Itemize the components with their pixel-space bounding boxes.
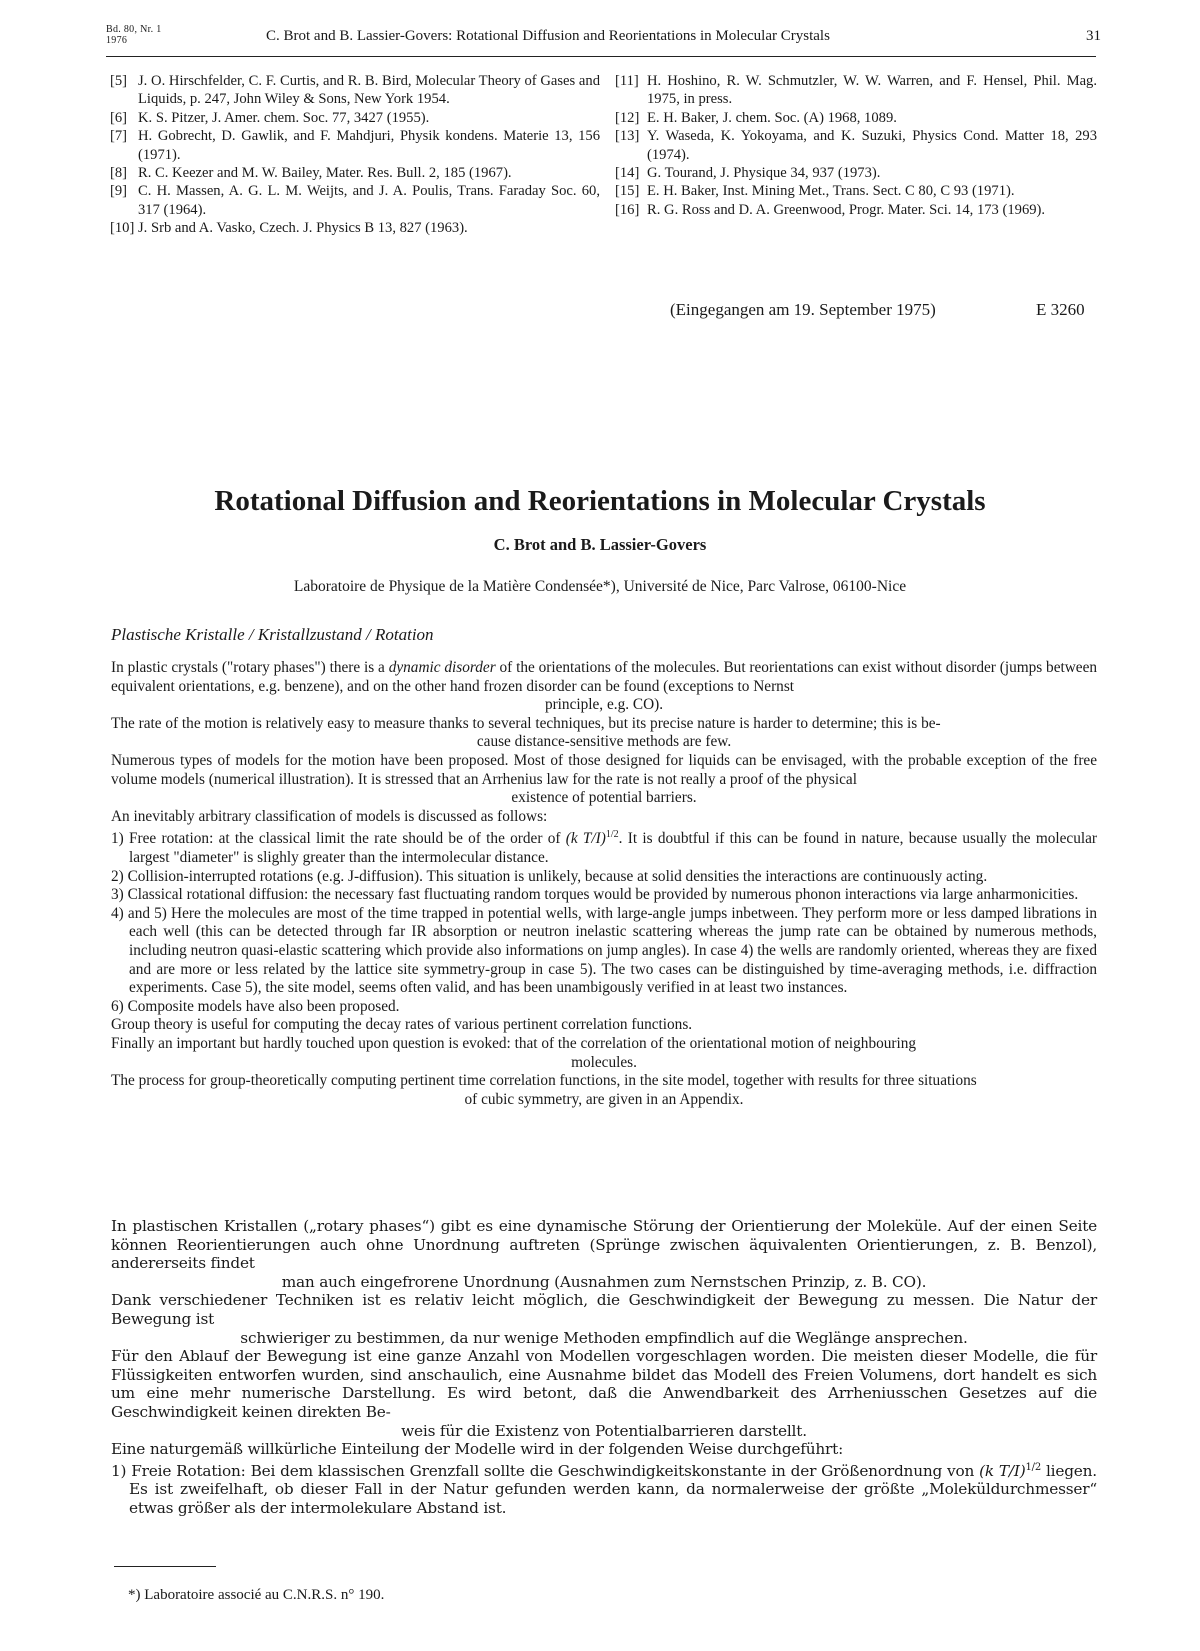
header-rule bbox=[106, 56, 1096, 57]
reference-item: [12] E. H. Baker, J. chem. Soc. (A) 1968, 1089. bbox=[615, 109, 897, 126]
running-title: C. Brot and B. Lassier-Govers: Rotational Diffusion and Reorientations in Molecular Crystals bbox=[266, 28, 830, 44]
reference-item: [10] J. Srb and A. Vasko, Czech. J. Physics B 13, 827 (1963). bbox=[110, 220, 468, 237]
reference-item: [13] Y. Waseda, K. Yokoyama, and K. Suzuki, Physics Cond. Matter 18, 293 (1974). bbox=[615, 128, 1097, 163]
reference-list-left bbox=[110, 72, 600, 238]
abstract-paragraph: Für den Ablauf der Bewegung ist eine ganze Anzahl von Modellen vorgeschlagen worden. Die meisten dieser Modelle, die für Flüssigkeiten entworfen wurden, sind anschaulich, eine Ausnahme bildet das Modell des Freien Volumens, dort handelt es sich um eine mehr numerische Darstellung. Es wird betont, daß die Anwendbarkeit des Arrheniusschen Gesetzes auf die Geschwindigkeit keinen direkten Be- bbox=[111, 1347, 1097, 1421]
abstract-paragraph: Finally an important but hardly touched upon question is evoked: that of the correlation of the orientational motion of neighbouring bbox=[111, 1034, 917, 1052]
abstract-english: In plastic crystals ("rotary phases") there is a dynamic disorder of the orientations of the molecules. But reorientations can exist without disorder (jumps between equivalent orientations, e.g. benzene), and on the other hand frozen disorder can be found (exceptions to Nernst principle, e.g. CO). The rate of the motion is relatively easy to measure thanks to several techniques, but its precise nature is harder to determine; this is be- cause distance-sensitive methods are few. Numerous types of models for the motion have been proposed. Most of those designed for liquids can be envisaged, with the probable exception of the free volume models (numerical illustration). It is stressed that an Arrhenius law for the rate is not really a proof of the physical existence of potential barriers. An inevitably arbitrary classification of models is discussed as follows: 1) Free rotation: at the classical limit the rate should be of the order of (k T/I)$^{1/2}$. It is doubtful if this can be found in nature, because usually the molecular largest "diameter" is slighly greater than the intermolecular distance. 2) Collision-interrupted rotations (e.g. J-diffusion). This situation is unlikely, because at solid densities the interactions are continuously acting. 3) Classical rotational diffusion: the necessary fast fluctuating random torques would be provided by numerous phonon interactions via large anharmonicities. 4) and 5) Here the molecules are most of the time trapped in potential wells, with large-angle jumps inbetween. They perform more or less damped librations in each well (this can be detected through far IR absorption or neutron inelastic scattering whereas the jump rate can be obtained by numerous methods, including neutron quasi-elastic scattering which provide also informations on jump angles). In case 4) the wells are randomly oriented, whereas they are fixed and are more or less related by the lattice site symmetry-group in case 5). The two cases can be distinguished by time-averaging methods, i.e. diffraction experiments. Case 5), the site model, seems often valid, and has been unambigously verified in at least two instances. 6) Composite models have also been proposed. Group theory is useful for computing the decay rates of various pertinent correlation functions. Finally an important but hardly touched upon question is evoked: that of the correlation of the orientational motion of neighbouring molecules. The process for group-theoretically computing pertinent time correlation functions, in the site model, together with results for three situations of cubic symmetry, are given in an Appendix. bbox=[111, 659, 1098, 1108]
abstract-paragraph: The rate of the motion is relatively easy to measure thanks to several techniques, but its precise nature is harder to determine; this is be- bbox=[111, 714, 941, 732]
footnote: *) Laboratoire associé au C.N.R.S. n° 190. bbox=[128, 1587, 385, 1603]
reference-item: [15] E. H. Baker, Inst. Mining Met., Trans. Sect. C 80, C 93 (1971). bbox=[615, 183, 1015, 200]
reference-item: [9] C. H. Massen, A. G. L. M. Weijts, and J. A. Poulis, Trans. Faraday Soc. 60, 317 (1964). bbox=[110, 183, 600, 218]
page-number: 31 bbox=[1086, 28, 1101, 44]
reference-item: [7] H. Gobrecht, D. Gawlik, and F. Mahdjuri, Physik kondens. Materie 13, 156 (1971). bbox=[110, 128, 600, 163]
abstract-paragraph: In plastischen Kristallen („rotary phases“) gibt es eine dynamische Störung der Orientierung der Moleküle. Auf der einen Seite können Reorientierungen auch ohne Unordnung auftreten (Sprünge zwischen äquivalenten Orientierungen, z. B. Benzol), andererseits findet bbox=[111, 1217, 1097, 1273]
abstract-paragraph: The process for group-theoretically computing pertinent time correlation functions, in the site model, together with results for three situations bbox=[111, 1072, 977, 1090]
reference-item: [14] G. Tourand, J. Physique 34, 937 (1973). bbox=[615, 165, 881, 182]
model-item: 2) Collision-interrupted rotations (e.g. J-diffusion). This situation is unlikely, because at solid densities the interactions are continuously acting. bbox=[111, 867, 988, 885]
reference-item: [8] R. C. Keezer and M. W. Bailey, Mater. Res. Bull. 2, 185 (1967). bbox=[110, 165, 512, 182]
model-item: 4) and 5) Here the molecules are most of the time trapped in potential wells, with large-angle jumps inbetween. They perform more or less damped librations in each well (this can be detected through far IR absorption or neutron inelastic scattering whereas the jump rate can be obtained by numerous methods, including neutron quasi-elastic scattering which provide also informations on jump angles). In case 4) the wells are randomly oriented, whereas they are fixed and are more or less related by the lattice site symmetry-group in case 5). The two cases can be distinguished by time-averaging methods, i.e. diffraction experiments. Case 5), the site model, seems often valid, and has been unambigously verified in at least two instances. bbox=[111, 904, 1097, 997]
model-item: 6) Composite models have also been proposed. bbox=[111, 997, 400, 1015]
manuscript-code: E 3260 bbox=[1036, 300, 1085, 319]
affiliation: Laboratoire de Physique de la Matière Condensée*), Université de Nice, Parc Valrose, 06100-Nice bbox=[293, 578, 907, 595]
model-item: 1) Free rotation: at the classical limit the rate should be of the order of (k T/I)$^{1/2}$. It is doubtful if this can be found in nature, because usually the molecular largest "diameter" is slighly greater than the intermolecular distance. bbox=[111, 829, 1098, 867]
article-authors: C. Brot and B. Lassier-Govers bbox=[493, 535, 707, 554]
article-title: Rotational Diffusion and Reorientations in Molecular Crystals bbox=[214, 485, 986, 517]
reference-item: [16] R. G. Ross and D. A. Greenwood, Progr. Mater. Sci. 14, 173 (1969). bbox=[615, 201, 1046, 218]
abstract-paragraph: In plastic crystals ("rotary phases") there is a dynamic disorder of the orientations of the molecules. But reorientations can exist without disorder (jumps between equivalent orientations, e.g. benzene), and on the other hand frozen disorder can be found (exceptions to Nernst bbox=[111, 659, 1098, 695]
abstract-paragraph: Group theory is useful for computing the decay rates of various pertinent correlation functions. bbox=[111, 1016, 693, 1034]
keywords: Plastische Kristalle / Kristallzustand / Rotation bbox=[111, 625, 434, 644]
reference-item: [5] J. O. Hirschfelder, C. F. Curtis, and R. B. Bird, Molecular Theory of Gases and Liquids, p. 247, John Wiley & Sons, New York 1954. bbox=[110, 73, 600, 108]
abstract-paragraph: An inevitably arbitrary classification of models is discussed as follows: bbox=[111, 807, 548, 825]
model-item: 1) Freie Rotation: Bei dem klassischen Grenzfall sollte die Geschwindigkeitskonstante in der Größenordnung von (k T/I)$^{1/2}$ liegen. Es ist zweifelhaft, ob dieser Fall in der Natur gefunden werden kann, da normalerweise der größte „Moleküldurchmesser“ etwas größer als der intermolekulare Abstand ist. bbox=[111, 1461, 1097, 1517]
abstract-german: In plastischen Kristallen („rotary phases“) gibt es eine dynamische Störung der Orientierung der Moleküle. Auf der einen Seite können Reorientierungen auch ohne Unordnung auftreten (Sprünge zwischen äquivalenten Orientierungen, z. B. Benzol), andererseits findet man auch eingefrorene Unordnung (Ausnahmen zum Nernstschen Prinzip, z. B. CO). Dank verschiedener Techniken ist es relativ leicht möglich, die Geschwindigkeit der Bewegung zu messen. Die Natur der Bewegung ist schwieriger zu bestimmen, da nur wenige Methoden empfindlich auf die Weglänge ansprechen. Für den Ablauf der Bewegung ist eine ganze Anzahl von Modellen vorgeschlagen worden. Die meisten dieser Modelle, die für Flüssigkeiten entworfen wurden, sind anschaulich, eine Ausnahme bildet das Modell des Freien Volumens, dort handelt es sich um eine mehr numerische Darstellung. Es wird betont, daß die Anwendbarkeit des Arrheniusschen Gesetzes auf die Geschwindigkeit keinen direkten Be- weis für die Existenz von Potentialbarrieren darstellt. Eine naturgemäß willkürliche Einteilung der Modelle wird in der folgenden Weise durchgeführt: 1) Freie Rotation: Bei dem klassischen Grenzfall sollte die Geschwindigkeitskonstante in der Größenordnung von (k T/I)$^{1/2}$ liegen. Es ist zweifelhaft, ob dieser Fall in der Natur gefunden werden kann, da normalerweise der größte „Moleküldurchmesser“ etwas größer als der intermolekulare Abstand ist. bbox=[111, 1217, 1097, 1517]
journal-volume bbox=[106, 24, 162, 46]
abstract-paragraph: Eine naturgemäß willkürliche Einteilung der Modelle wird in der folgenden Weise durchgeführt: bbox=[111, 1440, 844, 1459]
reference-list-right bbox=[615, 72, 1097, 219]
volume-year: 1976 bbox=[106, 35, 128, 46]
abstract-paragraph: Numerous types of models for the motion have been proposed. Most of those designed for liquids can be envisaged, with the probable exception of the free volume models (numerical illustration). It is stressed that an Arrhenius law for the rate is not really a proof of the physical bbox=[111, 751, 1097, 788]
received-date: (Eingegangen am 19. September 1975) bbox=[670, 300, 936, 319]
volume-number: Bd. 80, Nr. 1 bbox=[106, 24, 162, 35]
reference-item: [11] H. Hoshino, R. W. Schmutzler, W. W. Warren, and F. Hensel, Phil. Mag. 1975, in press. bbox=[615, 73, 1097, 108]
abstract-paragraph: Dank verschiedener Techniken ist es relativ leicht möglich, die Geschwindigkeit der Bewegung zu messen. Die Natur der Bewegung ist bbox=[111, 1291, 1097, 1328]
reference-item: [6] K. S. Pitzer, J. Amer. chem. Soc. 77, 3427 (1955). bbox=[110, 109, 430, 126]
model-item: 3) Classical rotational diffusion: the necessary fast fluctuating random torques would be provided by numerous phonon interactions via large anharmonicities. bbox=[111, 886, 1079, 904]
footnote-rule bbox=[114, 1566, 216, 1567]
